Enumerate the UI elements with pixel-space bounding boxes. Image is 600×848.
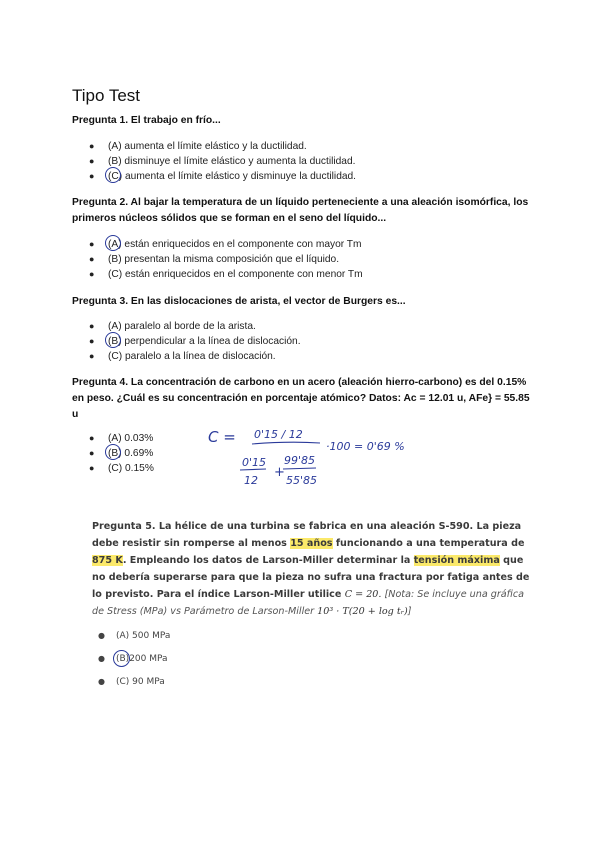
bullet-icon: ● xyxy=(89,171,95,182)
handwritten-calculation xyxy=(208,424,448,494)
bullet-icon: ● xyxy=(89,239,95,249)
bullet-icon: ● xyxy=(89,269,95,280)
bullet-icon: ● xyxy=(98,654,105,663)
bullet-icon: ● xyxy=(89,156,95,167)
question-1: Pregunta 1. El trabajo en frío... xyxy=(72,115,221,126)
option-text: disminuye el límite elástico y aumenta la ductilidad. xyxy=(121,156,356,168)
bullet-icon: ● xyxy=(89,254,95,265)
option-item xyxy=(72,139,472,154)
bullet-icon: ● xyxy=(89,336,95,347)
question-3: Pregunta 3. En las dislocaciones de arista, el vector de Burgers es... xyxy=(72,296,406,307)
option-text: presentan la misma composición que el líquido. xyxy=(121,254,340,266)
bullet-icon: ● xyxy=(98,631,105,640)
option-item xyxy=(72,319,472,334)
hw-plus: + xyxy=(274,465,285,480)
option-text: aumenta el límite elástico y la ductilidad. xyxy=(121,141,307,152)
q5-math-param: 10³ · T(20 + log tᵣ) xyxy=(317,606,408,617)
circled-answer-mark: (C) xyxy=(108,169,122,184)
question-4: Pregunta 4. La concentración de carbono en un acero (aleación hierro-carbono) es del 0.15% en peso. ¿Cuál es su concentración en porcentaje atómico? Datos: Ac = 12.01 u, AFe} = 55.85 u xyxy=(72,377,530,420)
option-text: 200 MPa xyxy=(129,654,168,664)
option-letter: (B) xyxy=(108,156,122,168)
bullet-icon: ● xyxy=(89,448,95,459)
option-letter: (A) xyxy=(116,631,130,641)
q5-math-c: C = 20. xyxy=(344,589,382,600)
bullet-icon: ● xyxy=(89,141,95,151)
option-letter: (B) xyxy=(108,254,122,266)
bullet-icon: ● xyxy=(89,321,95,331)
option-item xyxy=(98,676,170,699)
option-item xyxy=(98,653,170,676)
hw-fraction2-bar xyxy=(283,468,316,469)
circled-answer-mark: (A) xyxy=(108,237,122,252)
option-text: están enriquecidos en el componente con menor Tm xyxy=(122,269,363,281)
option-item xyxy=(72,349,472,364)
bullet-icon: ● xyxy=(89,351,95,362)
option-text: aumenta el límite elástico y disminuye la ductilidad. xyxy=(122,171,357,183)
question-5 xyxy=(92,518,532,620)
option-text: perpendicular a la línea de dislocación. xyxy=(121,336,301,348)
option-letter: (A) xyxy=(108,321,122,332)
option-letter: (C) xyxy=(108,351,123,363)
option-letter: (A) xyxy=(108,141,122,152)
option-text: paralelo a la línea de dislocación. xyxy=(122,351,276,363)
q5-note: [Nota: Se incluye una gráfica de Stress (MPa) vs Parámetro de Larson-Miller xyxy=(92,589,525,617)
hw-fraction2-den: 55'85 xyxy=(286,474,318,487)
question-1-options xyxy=(72,139,472,185)
option-item xyxy=(72,237,472,252)
option-letter: (C) xyxy=(108,269,123,281)
option-text: 90 MPa xyxy=(129,677,165,687)
question-2: Pregunta 2. Al bajar la temperatura de un líquido perteneciente a una aleación isomórfica, los primeros núcleos sólidos que se forman en el seno del líquido... xyxy=(72,197,529,224)
option-letter: (C) xyxy=(108,463,123,475)
option-text: paralelo al borde de la arista. xyxy=(121,321,256,332)
hw-fraction1-bar xyxy=(240,469,266,470)
q5-note-end: ] xyxy=(407,606,412,617)
option-text: 0.69% xyxy=(121,448,154,460)
q5-text-1: Pregunta 5. La hélice de una turbina se fabrica en una aleación S-590. La pieza debe resistir sin romperse al menos xyxy=(92,521,522,549)
hw-fraction1-num: 0'15 xyxy=(242,456,267,469)
question-5-options xyxy=(98,630,170,699)
option-text: están enriquecidos en el componente con mayor Tm xyxy=(121,239,362,250)
option-item xyxy=(72,169,472,184)
q5-highlight-stress: tensión máxima xyxy=(413,555,500,566)
option-text: 0.03% xyxy=(121,433,154,444)
option-letter: (C) xyxy=(116,677,130,687)
option-item xyxy=(98,630,170,653)
circled-answer-mark: (B) xyxy=(108,446,122,461)
question-2-options xyxy=(72,237,472,283)
option-text: 500 MPa xyxy=(129,631,171,641)
q5-text-3: . Empleando los datos de Larson-Miller determinar la xyxy=(122,555,414,566)
q5-highlight-years: 15 años xyxy=(290,538,333,549)
hw-main-fraction-bar xyxy=(252,442,320,444)
option-item xyxy=(72,252,472,267)
page-title: Tipo Test xyxy=(72,86,141,105)
option-item xyxy=(72,154,472,169)
circled-answer-mark: (B) xyxy=(108,334,122,349)
option-item xyxy=(72,334,472,349)
option-letter: (A) xyxy=(108,433,122,444)
bullet-icon: ● xyxy=(98,677,105,686)
hw-result: ·100 = 0'69 % xyxy=(326,440,405,453)
circled-answer-mark: (B) xyxy=(116,654,130,664)
hw-fraction2-num: 99'85 xyxy=(284,454,316,467)
hw-lhs: C = xyxy=(208,428,236,446)
bullet-icon: ● xyxy=(89,433,95,443)
bullet-icon: ● xyxy=(89,463,95,474)
hw-fraction1-den: 12 xyxy=(244,474,258,487)
q5-highlight-temperature: 875 K xyxy=(92,555,123,566)
option-text: 0.15% xyxy=(122,463,154,475)
hw-numerator: 0'15 / 12 xyxy=(254,428,303,441)
option-item xyxy=(72,267,472,282)
q5-text-2: funcionando a una temperatura de xyxy=(332,538,525,549)
q5-text-4: que no debería superarse para que la pieza no sufra una fractura por fatiga antes de lo previsto. Para el índice Larson-Miller utilice xyxy=(92,555,530,600)
question-3-options xyxy=(72,319,472,365)
